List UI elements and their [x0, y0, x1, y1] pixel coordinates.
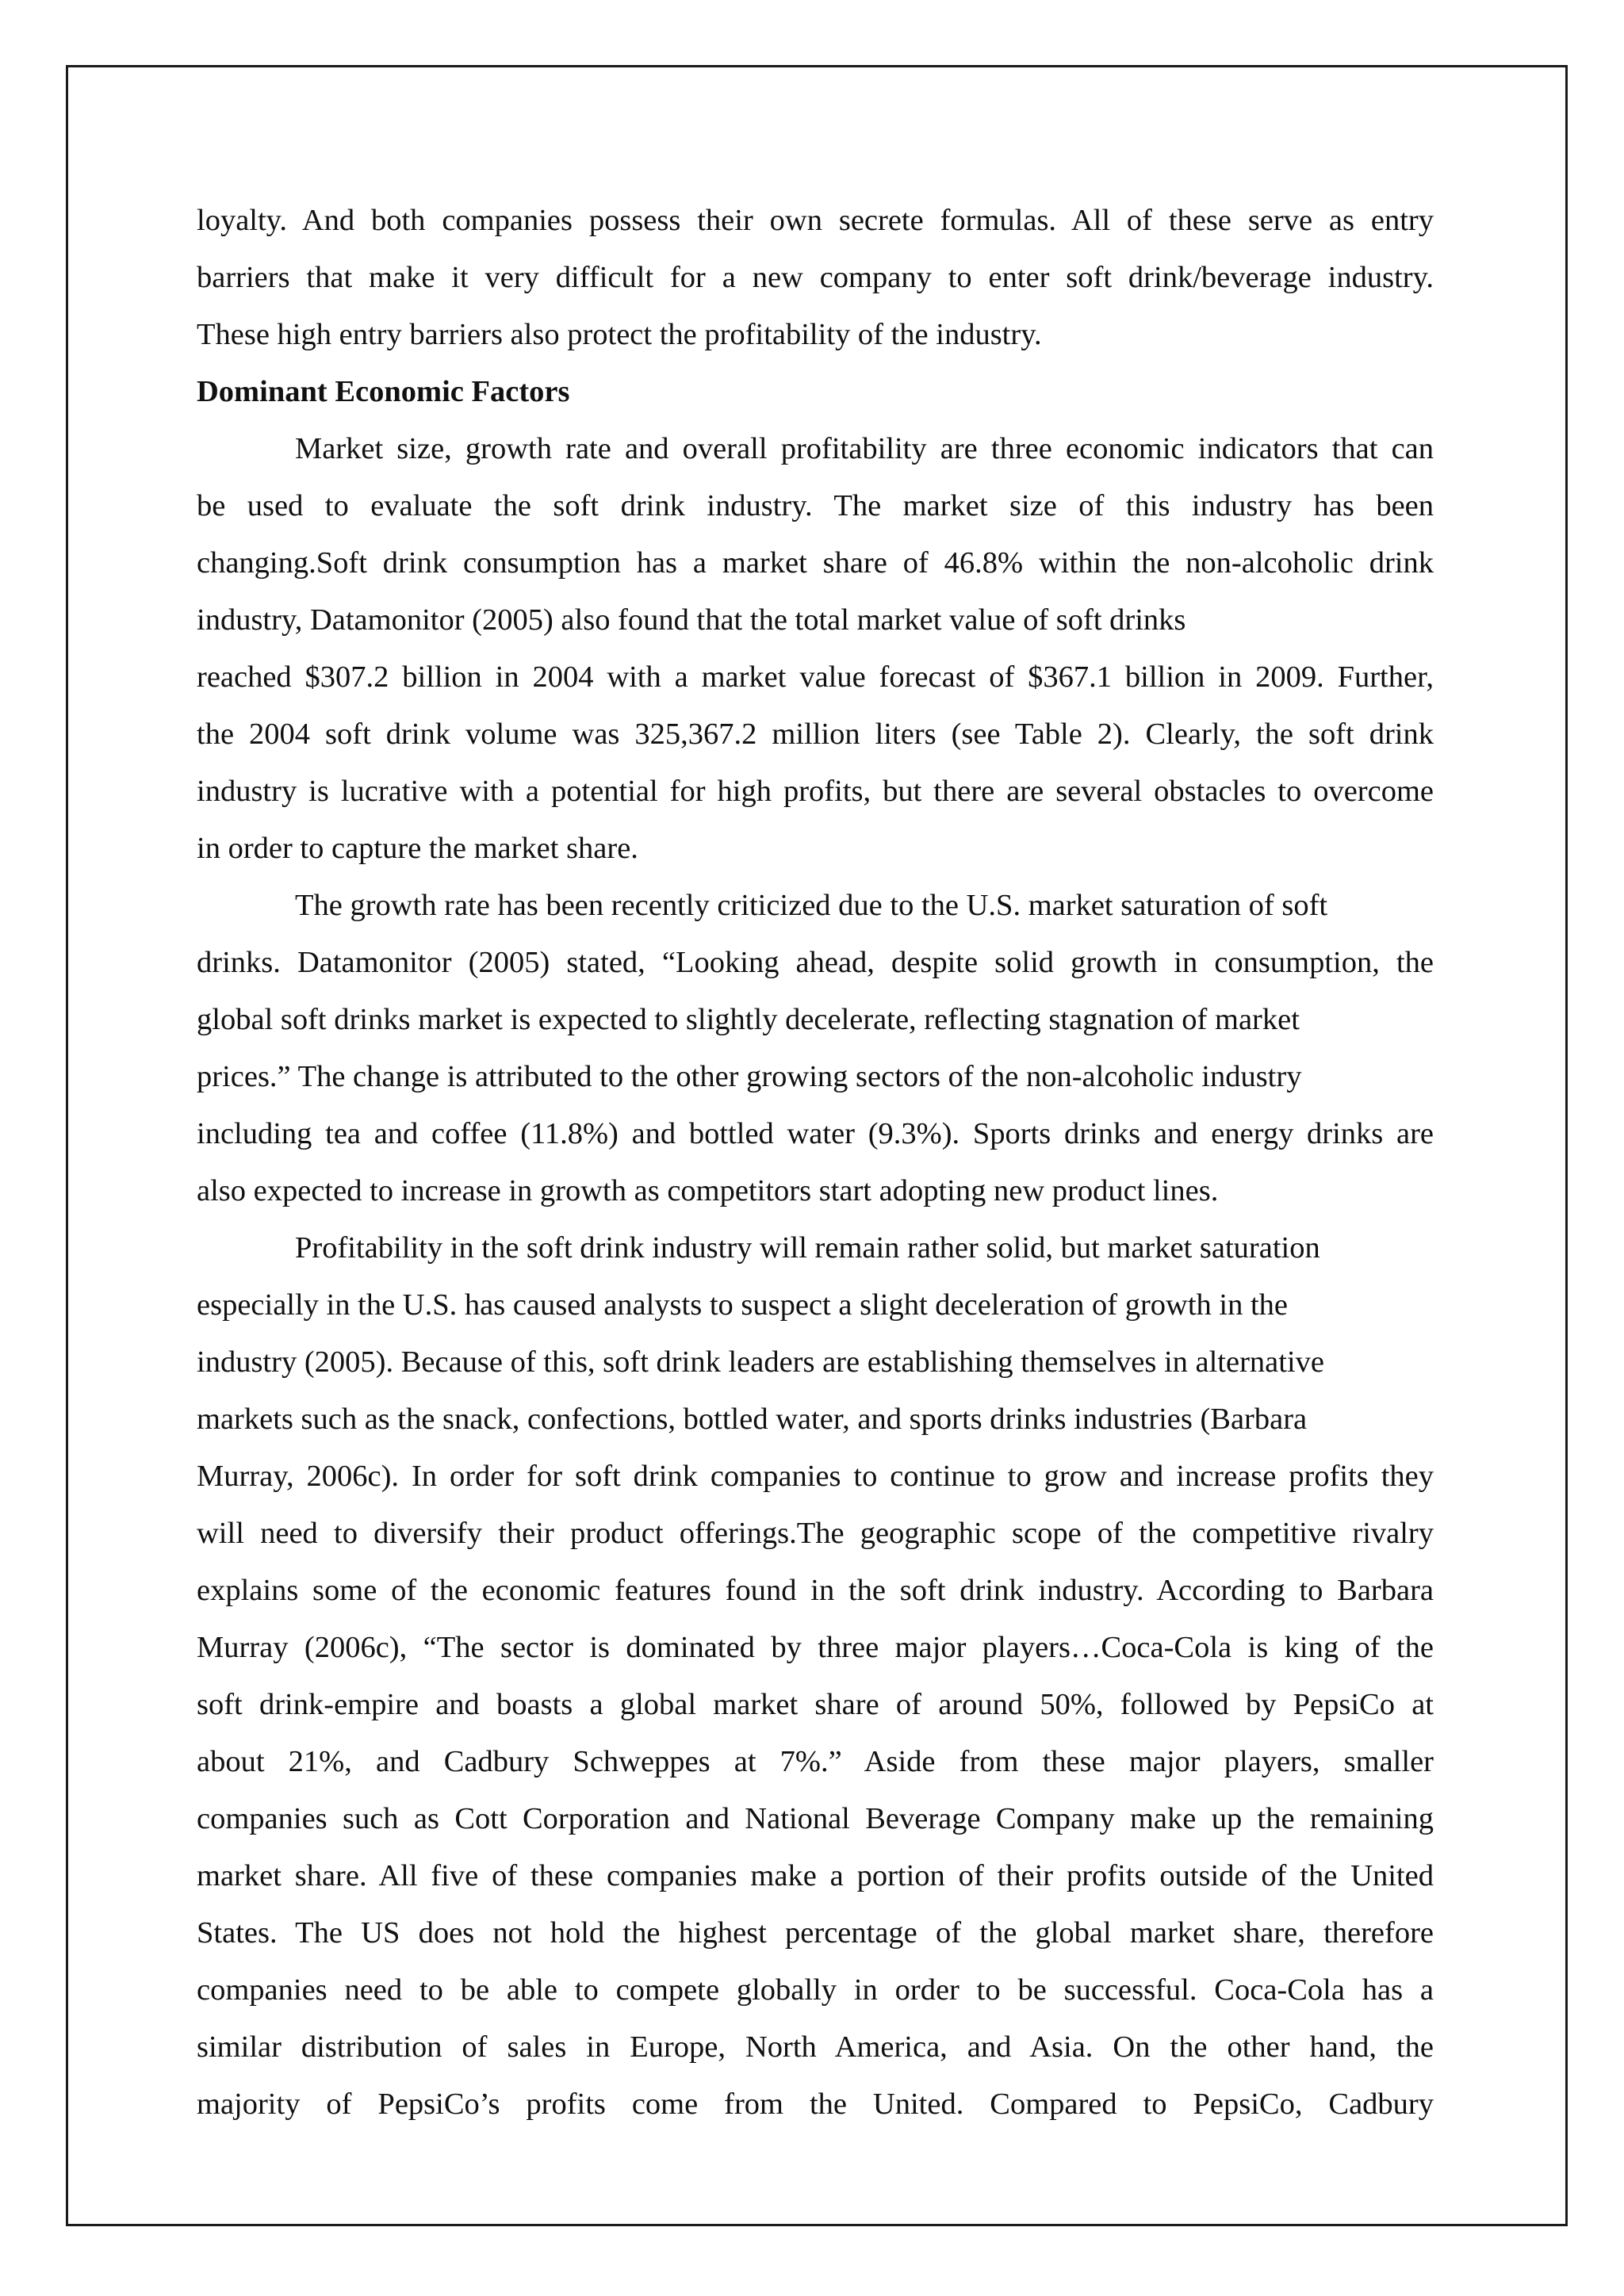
paragraph — [197, 1219, 1434, 2133]
text-line: global soft drinks market is expected to slightly decelerate, reflecting stagnation of market — [197, 1003, 1300, 1036]
text-line: Murray (2006c), “The sector is dominated by three major players…Coca-Cola is king of the — [197, 1631, 1434, 1664]
text-line: also expected to increase in growth as competitors start adopting new product lines. — [197, 1174, 1219, 1207]
text-line: drinks. Datamonitor (2005) stated, “Looking ahead, despite solid growth in consumption, the — [197, 946, 1434, 979]
text-line: the 2004 soft drink volume was 325,367.2 million liters (see Table 2). Clearly, the soft drink — [197, 718, 1434, 751]
text-line: companies such as Cott Corporation and National Beverage Company make up the remaining — [197, 1802, 1434, 1835]
text-line: The growth rate has been recently criticized due to the U.S. market saturation of soft — [295, 889, 1328, 922]
text-line: industry, Datamonitor (2005) also found that the total market value of soft drinks — [197, 603, 1186, 637]
paragraph — [197, 877, 1434, 1219]
section-heading — [197, 363, 1434, 420]
text-line: prices.” The change is attributed to the other growing sectors of the non-alcoholic industry — [197, 1060, 1302, 1093]
text-line: These high entry barriers also protect the profitability of the industry. — [197, 318, 1042, 351]
text-line: explains some of the economic features found in the soft drink industry. According to Barbara — [197, 1574, 1434, 1607]
text-line: companies need to be able to compete globally in order to be successful. Coca-Cola has a — [197, 1973, 1434, 2007]
text-line: barriers that make it very difficult for a new company to enter soft drink/beverage industry. — [197, 261, 1434, 294]
text-line: soft drink-empire and boasts a global market share of around 50%, followed by PepsiCo at — [197, 1688, 1434, 1721]
text-line: Market size, growth rate and overall profitability are three economic indicators that can — [295, 432, 1434, 465]
text-line: Murray, 2006c). In order for soft drink companies to continue to grow and increase profits they — [197, 1460, 1434, 1493]
text-line: States. The US does not hold the highest percentage of the global market share, therefore — [197, 1916, 1434, 1950]
text-line: markets such as the snack, confections, bottled water, and sports drinks industries (Barbara — [197, 1402, 1308, 1436]
text-line: industry is lucrative with a potential for high profits, but there are several obstacles to overcome — [197, 775, 1434, 808]
text-line: in order to capture the market share. — [197, 832, 638, 865]
text-line: be used to evaluate the soft drink industry. The market size of this industry has been — [197, 489, 1434, 522]
text-line: Dominant Economic Factors — [197, 375, 570, 408]
text-line: loyalty. And both companies possess their own secrete formulas. All of these serve as entry — [197, 204, 1434, 237]
text-line: market share. All five of these companies make a portion of their profits outside of the United — [197, 1859, 1434, 1892]
text-line: will need to diversify their product offerings.The geographic scope of the competitive rivalry — [197, 1517, 1434, 1550]
text-line: industry (2005). Because of this, soft drink leaders are establishing themselves in alternative — [197, 1345, 1324, 1379]
paragraph — [197, 192, 1434, 363]
text-line: about 21%, and Cadbury Schweppes at 7%.” Aside from these major players, smaller — [197, 1745, 1434, 1778]
text-line: majority of PepsiCo’s profits come from the United. Compared to PepsiCo, Cadbury — [197, 2087, 1434, 2121]
text-line: reached $307.2 billion in 2004 with a market value forecast of $367.1 billion in 2009. Further, — [197, 660, 1434, 694]
text-line: including tea and coffee (11.8%) and bottled water (9.3%). Sports drinks and energy drinks are — [197, 1117, 1434, 1150]
text-line: especially in the U.S. has caused analysts to suspect a slight deceleration of growth in the — [197, 1288, 1289, 1322]
text-line: similar distribution of sales in Europe, North America, and Asia. On the other hand, the — [197, 2030, 1434, 2064]
paragraph — [197, 420, 1434, 877]
text-line: Profitability in the soft drink industry will remain rather solid, but market saturation — [295, 1231, 1320, 1265]
document-body — [197, 192, 1434, 2133]
text-line: changing.Soft drink consumption has a market share of 46.8% within the non-alcoholic drink — [197, 546, 1434, 580]
